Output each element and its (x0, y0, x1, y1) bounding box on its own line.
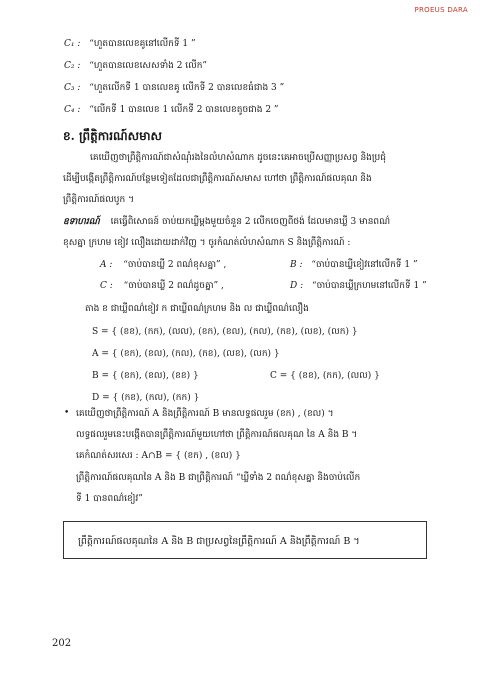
set-s: S = { (ខខ), (កក), (លល), (ខក), (ខល), (កល), (កខ), (លខ), (លក) } (92, 327, 358, 337)
bullet-line-2: លទ្ធផលរួមនេះបង្កើតបានព្រឹត្តិការណ៍មួយហៅថា ព្រឹត្តិការណ៍ផលគុណ នៃ A និង B ។ (76, 430, 358, 440)
c-item-text: “ហួតបានលេខគូនៅលើកទី 1 ” (89, 39, 196, 49)
event-text: “ចាប់បានឃ្លីខៀវនៅលើកទី 1 ” (311, 260, 418, 270)
c-item-text: “លើកទី 1 បានលេខ 1 លើកទី 2 បានលេខតូចជាង 2 ” (89, 105, 279, 115)
example-text: គេធ្វើពិសោធន៍ ចាប់យកឃ្លីម្តងមួយចំនួន 2 លើកចេញពីថង់ ដែលមានឃ្លី 3 មានពណ៌ (110, 217, 391, 227)
bullet-line-4: ព្រឹត្តិការណ៍ផលគុណនៃ A និង B ជាព្រឹត្តិការណ៍ “ឃ្លីទាំង 2 ពណ៌ខុសគ្នា និងចាប់លើក (76, 473, 361, 483)
bullet-icon: • (64, 408, 70, 418)
set-a: A = { (ខក), (ខល), (កល), (កខ), (លខ), (លក) } (92, 349, 280, 359)
notation-line: តាង ខ ជាឃ្លីពណ៌ខៀវ ក ជាឃ្លីពណ៌ក្រហម និង ល ជាឃ្លីពណ៌លឿង (85, 304, 309, 314)
c-item-label: C₁ : (64, 39, 81, 49)
set-d: D = { (កខ), (កល), (កក) } (92, 393, 200, 403)
event-label: B : (290, 260, 303, 270)
set-b: B = { (ខក), (ខល), (ខខ) } (92, 371, 199, 381)
c-item-1 (64, 38, 196, 50)
c-item-text: “ហួតលើកទី 1 បានលេខគូ លើកទី 2 បានលេខធំជាង 3 ” (89, 83, 285, 93)
example-line-1 (63, 216, 390, 228)
section-title: ខ. ព្រឹត្តិការណ៍សមាស (63, 129, 162, 143)
intro-line-2: ដើម្បីបង្កើតព្រឹត្តិការណ៍បន្ថែមទៀតដែលជាព្រឹត្តិការណ៍សមាស ហៅថា ព្រឹត្តិការណ៍ផលគុណ និង (63, 174, 372, 184)
event-b (290, 259, 418, 271)
c-item-label: C₂ : (64, 61, 81, 71)
intro-line-1: គេឃើញថាព្រឹត្តិការណ៍ជាសំណុំរងនៃលំហសំណាក ដូចនេះគេអាចប្រើសញ្ញាប្រសព្វ និងប្រជុំ (90, 153, 386, 163)
event-label: C : (100, 281, 113, 291)
c-item-label: C₃ : (64, 83, 81, 93)
bullet-line-5: ទី 1 បានពណ៌ខៀវ” (76, 494, 143, 504)
event-c (100, 280, 224, 292)
header-brand: PROEUS DARA (414, 6, 468, 14)
event-label: D : (290, 281, 304, 291)
event-text: “ចាប់បានឃ្លី 2 ពណ៌ខុសគ្នា” , (123, 260, 227, 270)
page-number: 202 (52, 638, 72, 649)
c-item-label: C₄ : (64, 105, 81, 115)
definition-text: ព្រឹត្តិការណ៍ផលគុណនៃ A និង B ជាប្រសព្វនៃព្រឹត្តិការណ៍ A និងព្រឹត្តិការណ៍ B ។ (78, 536, 360, 547)
example-label: ឧទាហរណ៍ (63, 217, 100, 227)
c-item-2 (64, 60, 207, 72)
c-item-4 (64, 104, 279, 116)
c-item-text: “ហួតបានលេខសេសទាំង 2 លើក” (89, 61, 208, 71)
event-text: “ចាប់បានឃ្លីក្រហមនៅលើកទី 1 ” (311, 281, 427, 291)
example-line-2: ខុសគ្នា ក្រហម ខៀវ លឿងដោយដាក់វិញ ។ ចូរកំណត់លំហសំណាក S និងព្រឹត្តិការណ៍ : (63, 238, 351, 248)
definition-box (63, 521, 427, 559)
event-d (290, 280, 427, 292)
event-label: A : (100, 260, 113, 270)
event-a (100, 259, 226, 271)
bullet-line-1: គេឃើញថាព្រឹត្តិការណ៍ A និងព្រឹត្តិការណ៍ B មានលទ្ធផលរួម (ខក) , (ខល) ។ (76, 409, 334, 419)
set-c: C = { (ខខ), (កក), (លល) } (270, 371, 380, 381)
intro-line-3: ព្រឹត្តិការណ៍ផលបូក ។ (63, 195, 135, 205)
c-item-3 (64, 82, 284, 94)
bullet-line-3: គេកំណត់សរសេរ : A∩B = { (ខក) , (ខល) } (76, 451, 241, 461)
event-text: “ចាប់បានឃ្លី 2 ពណ៌ដូចគ្នា” , (123, 281, 224, 291)
